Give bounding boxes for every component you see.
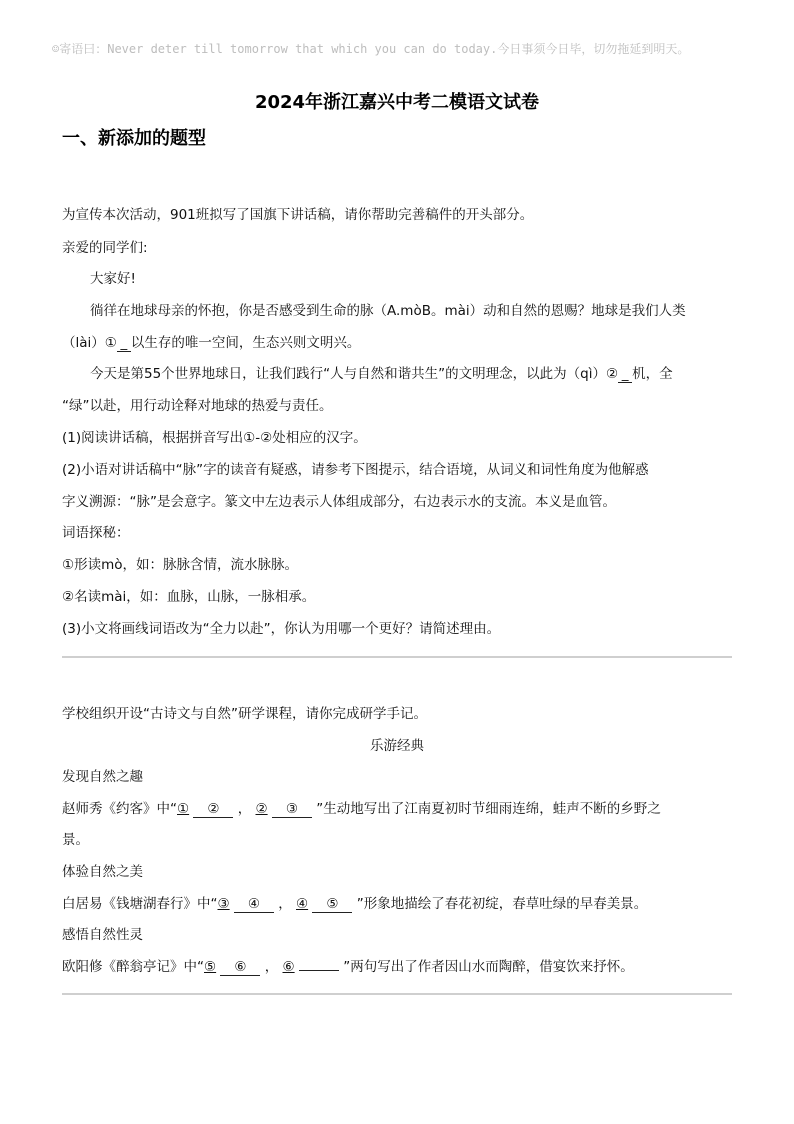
q1-paragraph2-line2: “绿”以赴，用行动诠释对地球的热爱与责任。 [62,398,333,414]
q1-meaning-1: ①形读mò，如：脉脉含情，流水脉脉。 [62,557,299,573]
q1-p2a-pre: 今天是第55个世界地球日，让我们践行“人与自然和谐共生”的文明理念，以此为（qì）② [90,366,619,382]
divider [62,656,732,658]
q2-blank-4[interactable]: ⑤ [312,896,352,913]
q1-p2a-post: 机，全 [632,366,673,382]
motto-watermark: ☺寄语曰：Never deter till tomorrow that which you can do today.今日事须今日毕，切勿拖延到明天。 [52,42,690,56]
q1-intro: 为宣传本次活动，901班拟写了国旗下讲话稿，请你帮助完善稿件的开头部分。 [62,207,534,223]
q2-heading-3: 感悟自然性灵 [62,927,143,943]
q1-p1b-post: 以生存的唯一空间，生态兴则文明兴。 [130,335,361,351]
q1-word-origin: 字义溯源：“脉”是会意字。篆文中左边表示人体组成部分，右边表示水的支流。本义是血管。 [62,494,616,510]
section-heading: 一、新添加的题型 [62,128,206,149]
q2-blank-1[interactable]: ② [193,801,233,818]
q1-blank-2[interactable]: _ [618,366,632,383]
q2-blank-2[interactable]: ③ [272,801,312,818]
q1-paragraph1-line1: 徜徉在地球母亲的怀抱，你是否感受到生命的脉（A.mòB。mài）动和自然的恩赐？地球是我们人类 [90,303,686,319]
q2-line-1: 赵师秀《约客》中“① ② ， ② ③ ”生动地写出了江南夏初时节细雨连绵，蛙声不断的乡野之 [62,801,661,817]
q1-salutation: 亲爱的同学们: [62,240,148,256]
q1-paragraph2-line1 [90,362,673,383]
q2-blank-3[interactable]: ④ [234,896,274,913]
q1-subquestion-2: (2)小语对讲话稿中“脉”字的读音有疑惑，请参考下图提示，结合语境，从词义和词性角度为他解惑 [62,462,649,478]
q1-meaning-2: ②名读mài，如：血脉，山脉，一脉相承。 [62,589,316,605]
q1-blank-1[interactable]: _ [117,335,131,352]
q2-line-1-cont: 景。 [62,832,89,848]
q1-subquestion-1: (1)阅读讲话稿，根据拼音写出①-②处相应的汉字。 [62,430,367,446]
divider [62,993,732,995]
q1-word-explore: 词语探秘： [62,525,130,541]
q2-heading-2: 体验自然之美 [62,864,143,880]
q2-line-3: 欧阳修《醉翁亭记》中“⑤ ⑥ ， ⑥ ”两句写出了作者因山水而陶醉，借宴饮来抒怀。 [62,959,634,975]
q2-blank-5[interactable]: ⑥ [220,959,260,976]
q1-greeting: 大家好! [90,271,136,287]
page-title: 2024年浙江嘉兴中考二模语文试卷 [254,92,540,113]
q1-subquestion-3: (3)小文将画线词语改为“全力以赴”，你认为用哪一个更好？请简述理由。 [62,621,501,637]
q2-heading-1: 发现自然之趣 [62,769,143,785]
q2-line-2: 白居易《钱塘湖春行》中“③ ④ ， ④ ⑤ ”形象地描绘了春花初绽，春草吐绿的早春美景。 [62,896,648,912]
q1-paragraph1-line2 [62,331,360,352]
q2-intro: 学校组织开设“古诗文与自然”研学课程，请你完成研学手记。 [62,706,427,722]
q2-center-title: 乐游经典 [370,738,424,754]
q1-p1b-pre: （lài）① [62,335,117,351]
q2-blank-6[interactable] [299,970,339,971]
